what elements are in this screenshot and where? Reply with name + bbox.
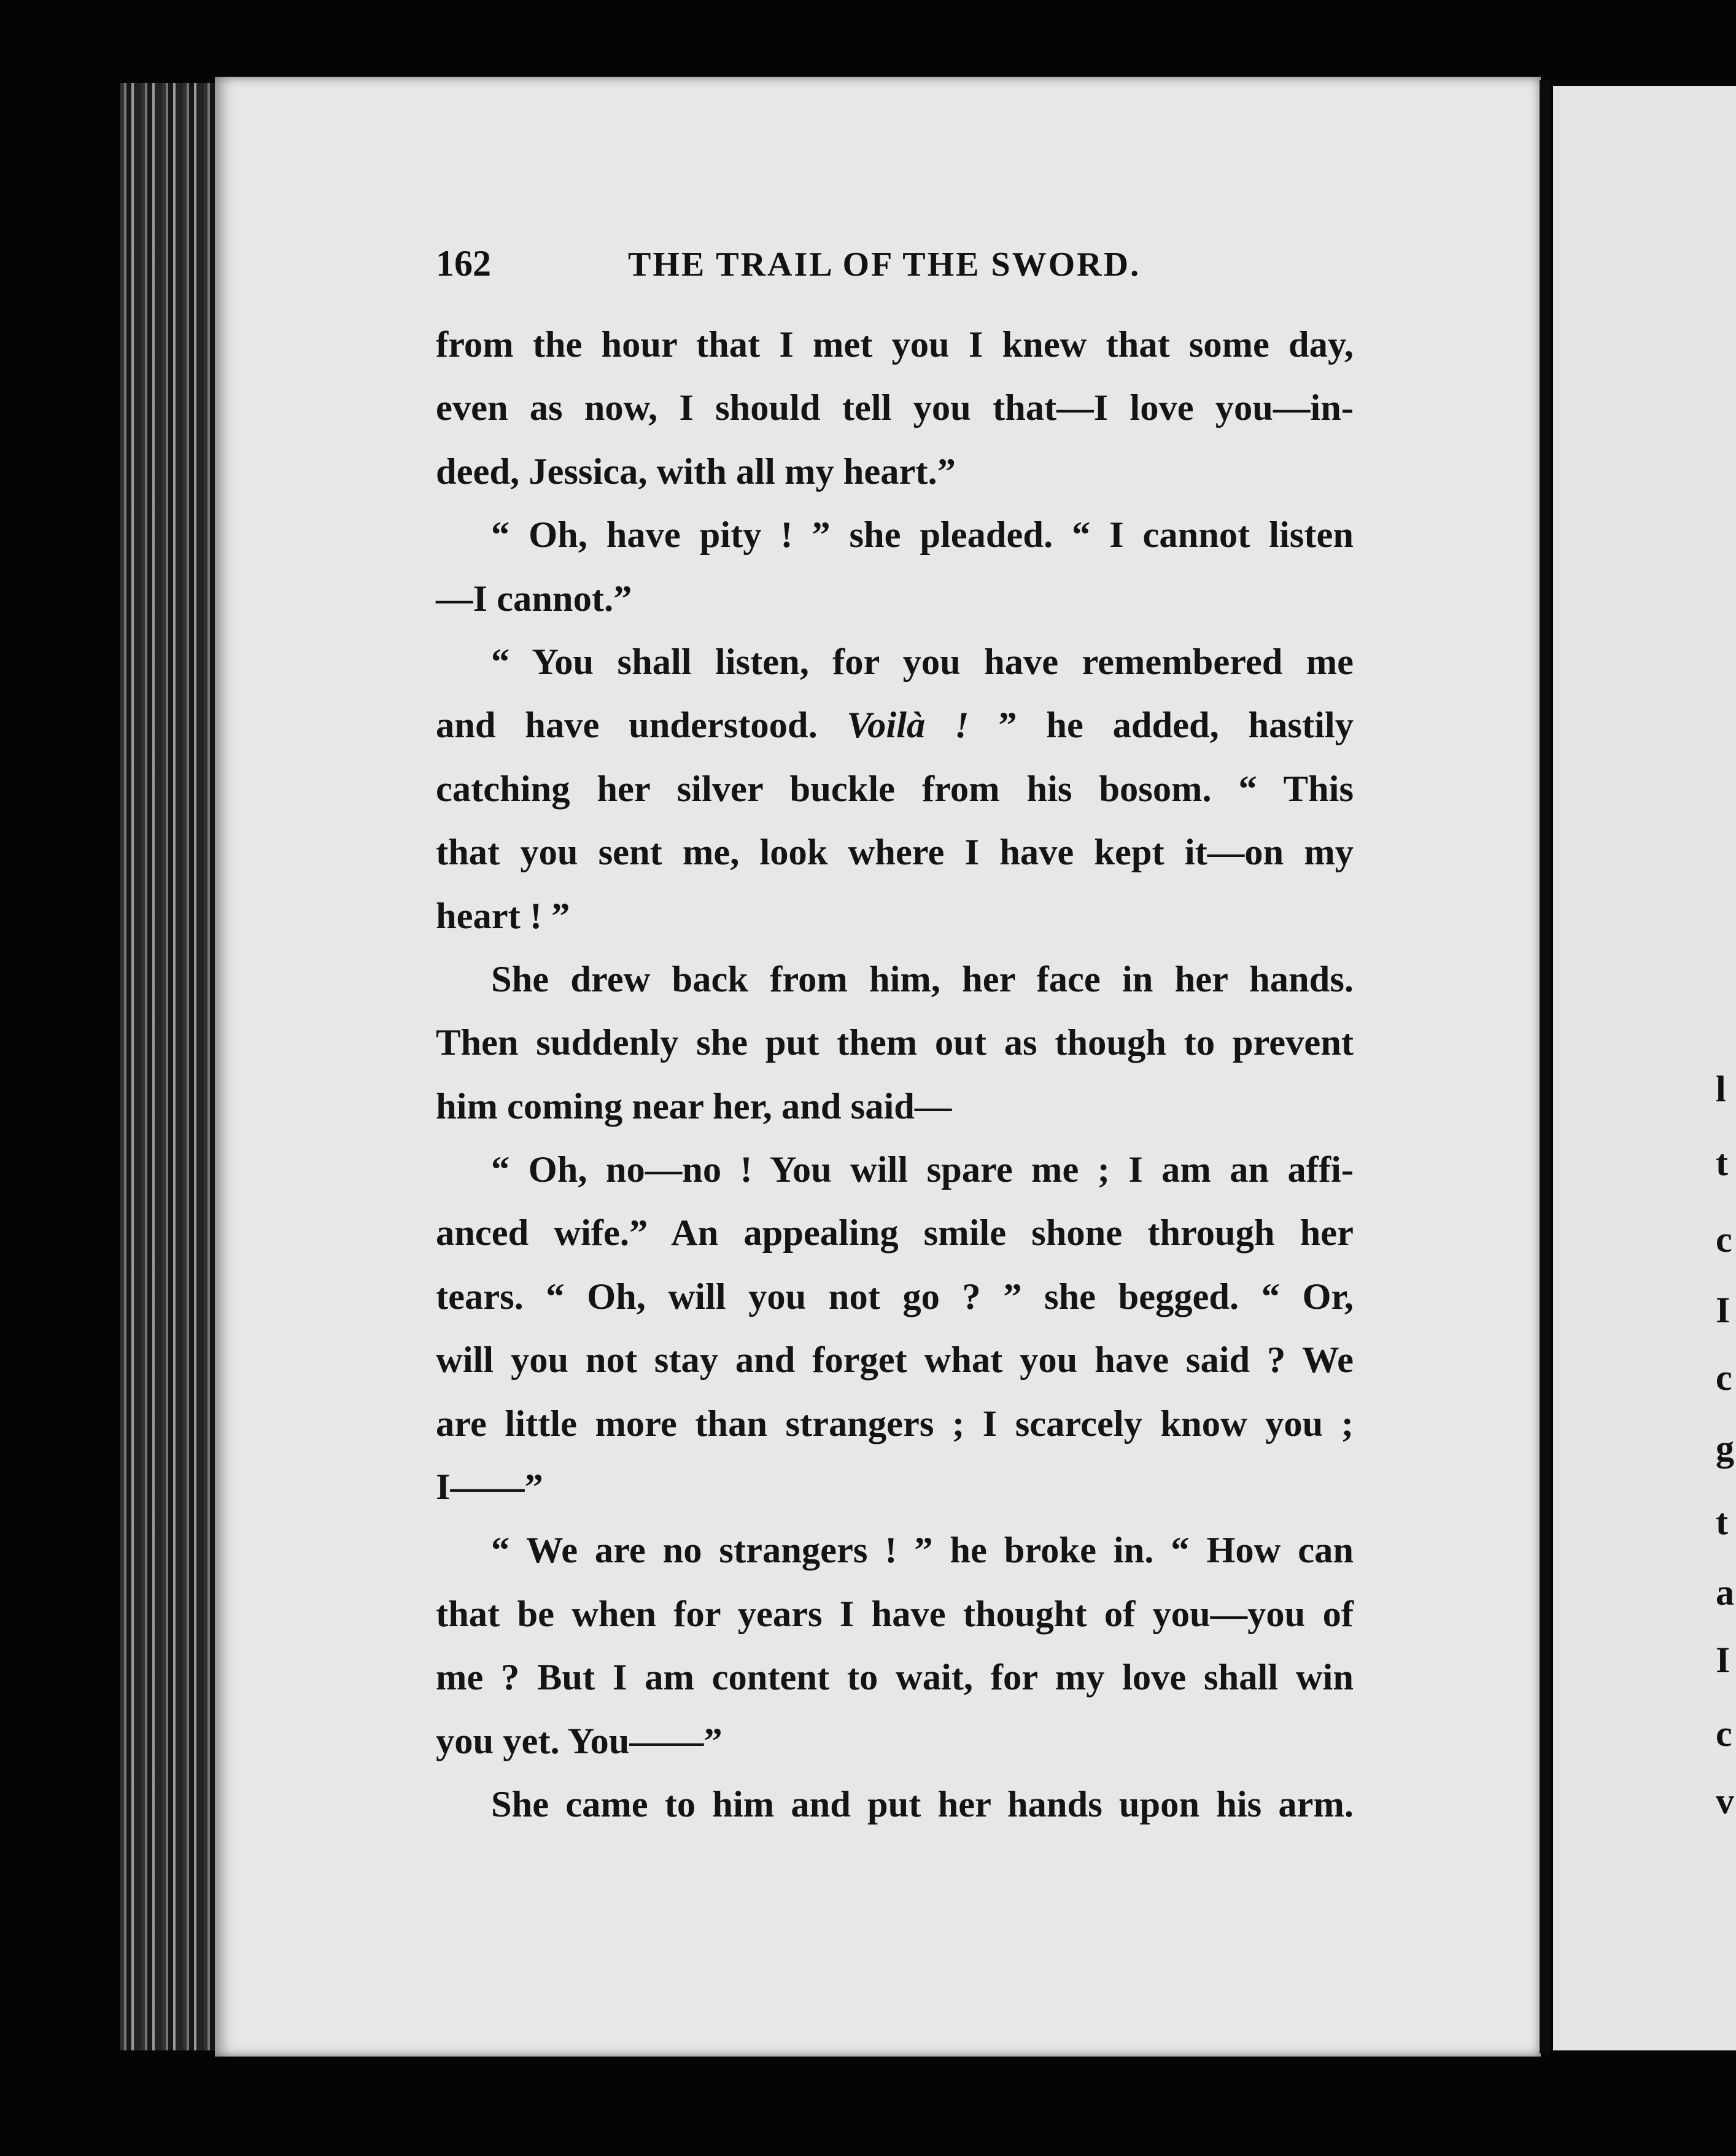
text-line: catching her silver buckle from his bosom. “ This bbox=[436, 768, 1354, 810]
facing-page-fragment: c bbox=[1716, 1357, 1732, 1398]
facing-page-fragment: a bbox=[1716, 1572, 1734, 1613]
text-line: you yet. You——” bbox=[436, 1720, 723, 1762]
text-line: even as now, I should tell you that—I love you—in- bbox=[436, 387, 1354, 429]
facing-page-fragment: c bbox=[1716, 1713, 1732, 1754]
text-line: that you sent me, look where I have kept it—on my bbox=[436, 832, 1354, 874]
facing-page-fragment: g bbox=[1716, 1428, 1734, 1468]
text-line: tears. “ Oh, will you not go ? ” she begged. “ Or, bbox=[436, 1276, 1354, 1317]
text-line: from the hour that I met you I knew that some day, bbox=[436, 324, 1354, 365]
text-line bbox=[436, 694, 1354, 757]
text-line: him coming near her, and said— bbox=[436, 1085, 952, 1127]
book-page-edges bbox=[120, 83, 225, 2050]
text-line: She drew back from him, her face in her hands. bbox=[491, 958, 1354, 1000]
text-line: “ You shall listen, for you have remembered me bbox=[491, 641, 1354, 683]
facing-page bbox=[1553, 86, 1736, 2050]
text-line: “ We are no strangers ! ” he broke in. “ How can bbox=[491, 1530, 1354, 1572]
text-line: She came to him and put her hands upon his arm. bbox=[491, 1783, 1354, 1825]
text-line: Then suddenly she put them out as though to prevent bbox=[436, 1022, 1354, 1064]
book-gutter bbox=[1540, 80, 1551, 2053]
text-line: “ Oh, no—no ! You will spare me ; I am an affi- bbox=[491, 1149, 1354, 1191]
text-line: will you not stay and forget what you have said ? We bbox=[436, 1340, 1354, 1381]
text-line: anced wife.” An appealing smile shone through her bbox=[436, 1212, 1354, 1254]
text-line: that be when for years I have thought of you—you of bbox=[436, 1593, 1354, 1635]
text-line: heart ! ” bbox=[436, 895, 570, 937]
text-line: —I cannot.” bbox=[436, 578, 632, 619]
text-line: are little more than strangers ; I scarcely know you ; bbox=[436, 1403, 1354, 1444]
text-line-segment: ” he added, hastily bbox=[969, 705, 1354, 746]
facing-page-fragment: t bbox=[1716, 1502, 1728, 1542]
text-line: I——” bbox=[436, 1467, 543, 1508]
text-line: “ Oh, have pity ! ” she pleaded. “ I cannot listen bbox=[491, 514, 1354, 556]
facing-page-fragment: t bbox=[1716, 1142, 1728, 1183]
running-head: THE TRAIL OF THE SWORD. bbox=[628, 246, 1141, 284]
facing-page-fragment: v bbox=[1716, 1781, 1734, 1821]
text-line: deed, Jessica, with all my heart.” bbox=[436, 451, 956, 492]
page-number: 162 bbox=[436, 243, 491, 284]
italic-text: Voilà ! bbox=[847, 705, 969, 746]
text-line: me ? But I am content to wait, for my love shall win bbox=[436, 1657, 1354, 1699]
facing-page-fragment: I bbox=[1716, 1640, 1730, 1680]
body-text bbox=[436, 313, 1354, 1836]
facing-page-fragment: I bbox=[1716, 1290, 1730, 1330]
facing-page-fragment: l bbox=[1716, 1069, 1726, 1109]
facing-page-fragment: c bbox=[1716, 1219, 1732, 1260]
text-line-segment: and have understood. bbox=[436, 705, 847, 746]
